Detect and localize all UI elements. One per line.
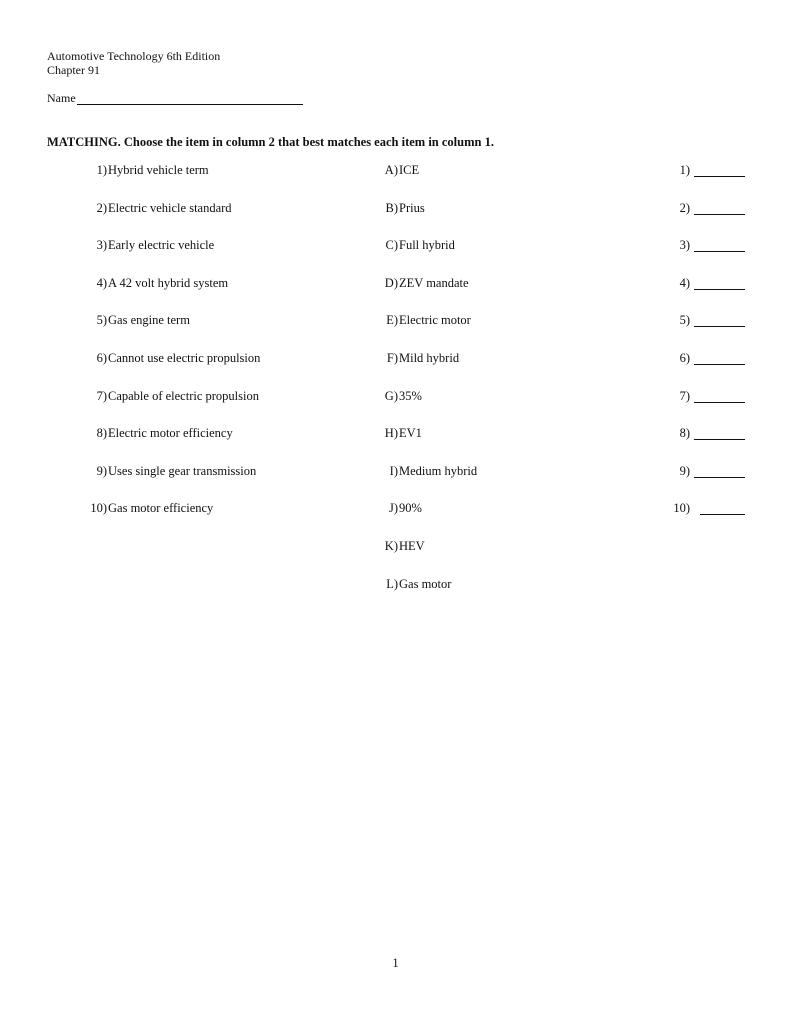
column1-number: 6) bbox=[96, 351, 107, 365]
header-title: Automotive Technology 6th Edition bbox=[47, 49, 221, 63]
column1-item: Cannot use electric propulsion bbox=[108, 351, 261, 365]
answer-blank[interactable] bbox=[694, 163, 745, 177]
column2-letter: B) bbox=[385, 201, 398, 215]
header-chapter: Chapter 91 bbox=[47, 63, 100, 77]
matching-row bbox=[0, 161, 791, 179]
column1-item: Uses single gear transmission bbox=[108, 464, 257, 478]
column1-item: Electric vehicle standard bbox=[108, 201, 232, 215]
column1-item: Gas engine term bbox=[108, 313, 190, 327]
matching-row bbox=[0, 499, 791, 517]
column1-item: Electric motor efficiency bbox=[108, 426, 233, 440]
column1-number: 7) bbox=[96, 389, 107, 403]
matching-row bbox=[0, 311, 791, 329]
answer-blank[interactable] bbox=[694, 426, 745, 440]
answer-blank[interactable] bbox=[694, 313, 745, 327]
instructions: MATCHING. Choose the item in column 2 that best matches each item in column 1. bbox=[47, 135, 494, 149]
column2-item: 35% bbox=[399, 389, 422, 403]
column2-letter: J) bbox=[388, 501, 398, 515]
column1-item: Capable of electric propulsion bbox=[108, 389, 259, 403]
answer-number: 10) bbox=[673, 501, 690, 515]
answer-blank[interactable] bbox=[694, 389, 745, 403]
answer-blank[interactable] bbox=[694, 351, 745, 365]
answer-number: 9) bbox=[679, 464, 690, 478]
matching-row bbox=[0, 199, 791, 217]
column2-item: Full hybrid bbox=[399, 238, 455, 252]
column1-number: 8) bbox=[96, 426, 107, 440]
column1-item: A 42 volt hybrid system bbox=[108, 276, 229, 290]
column2-item: ZEV mandate bbox=[399, 276, 469, 290]
column2-letter: E) bbox=[386, 313, 398, 327]
column1-number: 9) bbox=[96, 464, 107, 478]
answer-blank[interactable] bbox=[694, 276, 745, 290]
answer-number: 3) bbox=[679, 238, 690, 252]
answer-blank[interactable] bbox=[694, 238, 745, 252]
column2-item: Medium hybrid bbox=[399, 464, 478, 478]
column2-item: ICE bbox=[399, 163, 420, 177]
name-label: Name bbox=[47, 91, 76, 105]
column1-number: 2) bbox=[96, 201, 107, 215]
column2-item: EV1 bbox=[399, 426, 422, 440]
answer-number: 6) bbox=[679, 351, 690, 365]
column2-item: Electric motor bbox=[399, 313, 471, 327]
matching-row bbox=[0, 349, 791, 367]
column1-number: 3) bbox=[96, 238, 107, 252]
column1-number: 5) bbox=[96, 313, 107, 327]
name-field[interactable] bbox=[77, 92, 303, 105]
column2-letter: K) bbox=[384, 539, 398, 553]
matching-row bbox=[0, 274, 791, 292]
matching-row bbox=[0, 537, 791, 555]
matching-row bbox=[0, 424, 791, 442]
column2-letter: C) bbox=[385, 238, 398, 252]
column2-item: HEV bbox=[399, 539, 425, 553]
answer-number: 2) bbox=[679, 201, 690, 215]
column2-item: 90% bbox=[399, 501, 422, 515]
answer-blank[interactable] bbox=[700, 501, 745, 515]
matching-row bbox=[0, 575, 791, 593]
answer-number: 1) bbox=[679, 163, 690, 177]
matching-row bbox=[0, 236, 791, 254]
answer-number: 5) bbox=[679, 313, 690, 327]
column2-item: Gas motor bbox=[399, 577, 452, 591]
column1-item: Gas motor efficiency bbox=[108, 501, 214, 515]
answer-number: 8) bbox=[679, 426, 690, 440]
column2-letter: L) bbox=[386, 577, 398, 591]
matching-row bbox=[0, 462, 791, 480]
page-number: 1 bbox=[392, 956, 399, 970]
column1-number: 4) bbox=[96, 276, 107, 290]
column2-item: Mild hybrid bbox=[399, 351, 460, 365]
column2-item: Prius bbox=[399, 201, 425, 215]
column2-letter: I) bbox=[389, 464, 398, 478]
answer-blank[interactable] bbox=[694, 464, 745, 478]
column1-number: 1) bbox=[96, 163, 107, 177]
column1-item: Early electric vehicle bbox=[108, 238, 215, 252]
answer-blank[interactable] bbox=[694, 201, 745, 215]
column2-letter: H) bbox=[384, 426, 398, 440]
name-row bbox=[47, 91, 303, 105]
column2-letter: F) bbox=[386, 351, 398, 365]
matching-row bbox=[0, 387, 791, 405]
column2-letter: D) bbox=[384, 276, 398, 290]
column1-item: Hybrid vehicle term bbox=[108, 163, 209, 177]
column2-letter: G) bbox=[384, 389, 398, 403]
column1-number: 10) bbox=[90, 501, 107, 515]
column2-letter: A) bbox=[384, 163, 398, 177]
answer-number: 4) bbox=[679, 276, 690, 290]
answer-number: 7) bbox=[679, 389, 690, 403]
